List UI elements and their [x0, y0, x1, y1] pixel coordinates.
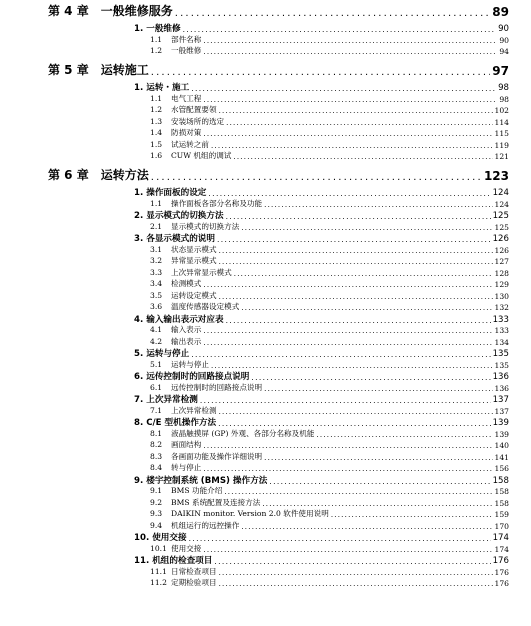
toc-page-number: 124	[494, 199, 509, 209]
toc-page-number: 89	[492, 5, 509, 19]
toc-section-entry[interactable]	[134, 209, 509, 221]
toc-page-number: 97	[492, 64, 509, 78]
toc-sub-entry[interactable]	[150, 34, 509, 45]
toc-entry-number: 1.6	[150, 151, 163, 160]
toc-entry-number: 1.5	[150, 139, 163, 149]
toc-entry-label: CUW 机组的调试	[171, 151, 232, 160]
toc-entry-title: 1. 一般维修	[134, 24, 181, 34]
dot-leader	[219, 107, 493, 115]
toc-entry-number: 8.1	[150, 428, 163, 438]
toc-sub-entry[interactable]	[150, 520, 509, 531]
toc-entry-title	[150, 116, 224, 127]
toc-page-number: 137	[492, 395, 509, 405]
dot-leader	[264, 201, 492, 209]
toc-page-number: 98	[499, 94, 509, 104]
toc-entry-label: BMS 系统配置及连接方法	[171, 497, 261, 507]
toc-entry-title	[150, 451, 262, 462]
toc-page-number: 135	[492, 349, 509, 359]
toc-sub-entry[interactable]	[150, 104, 509, 115]
toc-entry-title	[150, 244, 217, 255]
toc-entry-label: 电气工程	[171, 93, 202, 103]
toc-entry-number: 5.1	[150, 359, 163, 369]
toc-entry-title	[150, 150, 231, 161]
toc-page-number: 136	[494, 383, 509, 393]
toc-entry-title	[150, 290, 217, 301]
dot-leader	[203, 442, 492, 450]
toc-section-entry[interactable]	[134, 186, 509, 198]
toc-sub-entry[interactable]	[150, 255, 509, 266]
toc-page-number: 114	[494, 117, 509, 127]
toc-entry-title	[150, 462, 201, 473]
dot-leader	[203, 96, 497, 104]
toc-sub-entry[interactable]	[150, 359, 509, 370]
toc-entry-title: 1. 操作面板的设定	[134, 188, 207, 198]
toc-sub-entry[interactable]	[150, 150, 509, 161]
toc-page-number: 94	[499, 47, 509, 56]
dot-leader	[151, 172, 482, 183]
dot-leader	[233, 153, 492, 161]
toc-entry-title	[150, 104, 217, 115]
toc-entry-label: 检测模式	[171, 279, 202, 288]
toc-entry-label: 上次异常显示模式	[171, 267, 232, 277]
toc-page-number: 125	[492, 211, 509, 221]
toc-sub-entry[interactable]	[150, 382, 509, 393]
toc-entry-label: 显示模式的切换方法	[171, 221, 240, 231]
toc-entry-title	[150, 267, 232, 278]
toc-entry-title	[150, 45, 201, 56]
dot-leader	[203, 465, 492, 473]
toc-entry-number: 9.2	[150, 497, 163, 507]
toc-page-number: 141	[494, 452, 509, 462]
toc-entry-title: 第 5 章 运转施工	[48, 63, 149, 77]
dot-leader	[226, 119, 492, 127]
dot-leader	[151, 67, 491, 78]
toc-entry-label: 防损对策	[171, 128, 202, 137]
toc-entry-title	[150, 405, 217, 416]
dot-leader	[203, 339, 492, 347]
dot-leader	[219, 408, 493, 416]
toc-section-entry[interactable]	[134, 531, 509, 543]
dot-leader	[264, 385, 492, 393]
dot-leader	[203, 130, 492, 138]
toc-page-number: 127	[494, 257, 509, 266]
toc-section-entry[interactable]	[134, 313, 509, 325]
toc-sub-entry[interactable]	[150, 497, 509, 508]
dot-leader	[331, 511, 493, 519]
toc-section-entry[interactable]	[134, 474, 509, 486]
toc-entry-number: 8.2	[150, 440, 163, 449]
toc-sub-entry[interactable]	[150, 577, 509, 588]
toc-entry-number: 3.6	[150, 302, 163, 311]
toc-entry-number: 3.2	[150, 256, 163, 265]
toc-page-number: 135	[494, 360, 509, 370]
toc-sub-entry[interactable]	[150, 462, 509, 473]
toc-entry-title	[150, 428, 314, 439]
toc-sub-entry[interactable]	[150, 244, 509, 255]
toc-entry-number: 9.3	[150, 509, 163, 518]
toc-entry-title: 7. 上次异常检测	[134, 395, 198, 405]
toc-sub-entry[interactable]	[150, 301, 509, 312]
toc-entry-number: 4.2	[150, 336, 163, 346]
toc-entry-number: 3.5	[150, 290, 163, 300]
toc-chapter-entry[interactable]	[48, 5, 509, 19]
toc-entry-number: 9.1	[150, 486, 163, 495]
toc-sub-entry[interactable]	[150, 290, 509, 301]
toc-entry-number: 4.1	[150, 325, 163, 334]
toc-page-number: 158	[494, 498, 509, 508]
toc-page-number: 174	[492, 533, 509, 543]
toc-entry-number: 1.2	[150, 46, 163, 55]
dot-leader	[241, 224, 492, 232]
toc-entry-label: 液晶触摸屏 (GP) 外观、各部分名称及机能	[171, 428, 315, 438]
toc-page-number: 134	[494, 337, 509, 347]
toc-entry-title	[150, 497, 260, 508]
dot-leader	[219, 293, 493, 301]
dot-leader	[175, 8, 491, 19]
toc-entry-title	[150, 439, 201, 450]
toc-entry-title: 11. 机组的检查项目	[134, 556, 213, 566]
toc-page-number: 174	[494, 544, 509, 554]
toc-page-number: 128	[494, 268, 509, 278]
toc-entry-label: 转与停止	[171, 463, 202, 472]
toc-sub-entry[interactable]	[150, 566, 509, 577]
toc-entry-title	[150, 198, 262, 209]
toc-sub-entry[interactable]	[150, 45, 509, 56]
toc-entry-label: 操作面板各部分名称及功能	[171, 198, 263, 208]
toc-section-entry[interactable]	[134, 232, 509, 244]
toc-page-number: 139	[494, 429, 509, 439]
toc-entry-label: 使用交接	[171, 543, 202, 553]
toc-entry-title	[150, 336, 201, 347]
dot-leader	[264, 454, 492, 462]
toc-page-number: 133	[492, 314, 509, 325]
toc-entry-number: 9.4	[150, 520, 163, 530]
toc-entry-number: 7.1	[150, 405, 163, 415]
toc-entry-title	[150, 324, 201, 335]
toc-page-number: 176	[494, 579, 509, 588]
toc-entry-title: 6. 远传控制时的回路接点说明	[134, 372, 250, 382]
toc-entry-title: 第 4 章 一般维修服务	[48, 4, 173, 18]
toc-entry-title	[150, 508, 329, 519]
toc-entry-label: 安装场所的选定	[171, 116, 225, 126]
toc-entry-title	[150, 520, 239, 531]
toc-entry-number: 11.1	[150, 566, 167, 576]
toc-sub-entry[interactable]	[150, 324, 509, 335]
dot-leader	[203, 48, 497, 56]
toc-page-number: 90	[499, 35, 509, 45]
toc-page-number: 125	[494, 222, 509, 232]
toc-page-number: 123	[483, 169, 509, 183]
toc-entry-title	[150, 382, 262, 393]
toc-entry-number: 1.1	[150, 34, 163, 44]
toc-entry-title	[150, 543, 201, 554]
toc-entry-label: 运转与停止	[171, 359, 209, 369]
toc-entry-number: 1.2	[150, 105, 163, 114]
toc-entry-label: BMS 功能介绍	[171, 486, 223, 495]
toc-page-number: 90	[498, 24, 509, 34]
toc-section-entry[interactable]	[134, 370, 509, 382]
toc-entry-title	[150, 255, 217, 266]
toc-entry-title: 5. 运转与停止	[134, 349, 190, 359]
toc-sub-entry[interactable]	[150, 336, 509, 347]
toc-entry-number: 1.4	[150, 128, 163, 137]
toc-entry-label: 机组运行的远控操作	[171, 520, 240, 530]
dot-leader	[203, 37, 497, 45]
toc-entry-title: 4. 输入输出表示对应表	[134, 314, 224, 325]
toc-sub-entry[interactable]	[150, 127, 509, 138]
toc-section-entry[interactable]	[134, 22, 509, 34]
toc-sub-entry[interactable]	[150, 221, 509, 232]
toc-entry-title	[150, 485, 222, 496]
dot-leader	[211, 362, 493, 370]
toc-entry-label: 运转设定模式	[171, 290, 217, 300]
dot-leader	[203, 281, 492, 289]
toc-page-number: 130	[494, 291, 509, 301]
toc-page-number: 115	[494, 129, 509, 138]
toc-page-number: 98	[498, 83, 509, 93]
toc-entry-number: 1.3	[150, 116, 163, 126]
toc-entry-number: 3.3	[150, 267, 163, 277]
toc-entry-title	[150, 359, 209, 370]
toc-entry-label: 输入表示	[171, 325, 202, 334]
toc-entry-label: 定期检验项目	[171, 578, 217, 587]
dot-leader	[219, 580, 493, 588]
dot-leader	[241, 523, 492, 531]
toc-entry-title: 3. 各显示模式的说明	[134, 234, 215, 244]
toc-sub-entry[interactable]	[150, 405, 509, 416]
toc-entry-label: 状态显示模式	[171, 244, 217, 254]
toc-entry-title	[150, 34, 201, 45]
toc-page-number: 132	[494, 303, 509, 312]
toc-entry-label: 上次异常检测	[171, 405, 217, 415]
toc-sub-entry[interactable]	[150, 439, 509, 450]
toc-entry-label: 水管配置要领	[171, 105, 217, 114]
toc-section-entry[interactable]	[134, 347, 509, 359]
toc-entry-title: 2. 显示模式的切换方法	[134, 211, 224, 221]
toc-entry-number: 10.1	[150, 543, 167, 553]
toc-page-number: 136	[492, 372, 509, 382]
toc-entry-number: 11.2	[150, 578, 167, 587]
toc-section-entry[interactable]	[134, 393, 509, 405]
toc-entry-label: 输出表示	[171, 336, 202, 346]
toc-sub-entry[interactable]	[150, 139, 509, 150]
toc-entry-title: 第 6 章 运转方法	[48, 168, 149, 182]
toc-sub-entry[interactable]	[150, 451, 509, 462]
dot-leader	[316, 431, 492, 439]
toc-page-number: 119	[494, 140, 509, 150]
toc-page-number: 176	[492, 556, 509, 566]
dot-leader	[219, 258, 493, 266]
dot-leader	[234, 270, 493, 278]
toc-entry-label: 远传控制时的回路接点说明	[171, 382, 263, 392]
toc-entry-title	[150, 301, 239, 312]
toc-entry-title	[150, 577, 217, 588]
toc-entry-label: DAIKIN monitor. Version 2.0 软件使用说明	[171, 509, 329, 518]
toc-entry-title: 10. 使用交接	[134, 533, 187, 543]
dot-leader	[203, 327, 492, 335]
toc-page-number: 102	[494, 106, 509, 115]
toc-page-number: 176	[494, 567, 509, 577]
toc-entry-title: 9. 楼宇控制系统 (BMS) 操作方法	[134, 475, 268, 486]
toc-entry-number: 8.3	[150, 451, 163, 461]
toc-entry-title: 8. C/E 型机操作方法	[134, 418, 217, 428]
toc-entry-label: 部件名称	[171, 34, 202, 44]
toc-sub-entry[interactable]	[150, 278, 509, 289]
toc-section-entry[interactable]	[134, 554, 509, 566]
dot-leader	[219, 247, 493, 255]
dot-leader	[203, 546, 492, 554]
toc-entry-number: 3.1	[150, 244, 163, 254]
toc-entry-label: 试运转之前	[171, 139, 209, 149]
toc-sub-entry[interactable]	[150, 508, 509, 519]
toc-entry-label: 日常检查项目	[171, 566, 217, 576]
toc-section-entry[interactable]	[134, 416, 509, 428]
toc-sub-entry[interactable]	[150, 428, 509, 439]
dot-leader	[219, 569, 493, 577]
toc-sub-entry[interactable]	[150, 485, 509, 496]
toc-page-number: 156	[494, 464, 509, 473]
toc-sub-entry[interactable]	[150, 116, 509, 127]
toc-entry-number: 1.1	[150, 93, 163, 103]
toc-entry-title: 1. 运转・施工	[134, 83, 190, 93]
toc-entry-number: 6.1	[150, 382, 163, 392]
toc-page-number: 124	[492, 188, 509, 198]
toc-page-number: 140	[494, 441, 509, 450]
toc-section-entry[interactable]	[134, 81, 509, 93]
toc-page-number: 121	[494, 152, 509, 161]
toc-page-number: 139	[492, 418, 509, 428]
toc-entry-title	[150, 139, 209, 150]
toc-page-number: 129	[494, 280, 509, 289]
dot-leader	[262, 500, 492, 508]
toc-page-number: 158	[494, 487, 509, 496]
toc-chapter-entry[interactable]	[48, 169, 509, 183]
toc-page-number: 126	[494, 245, 509, 255]
toc-entry-title	[150, 93, 201, 104]
toc-entry-title	[150, 566, 217, 577]
toc-entry-title	[150, 221, 239, 232]
toc-page-number: 159	[494, 510, 509, 519]
toc-page-number: 158	[492, 475, 509, 486]
dot-leader	[241, 304, 492, 312]
toc-page-number: 170	[494, 521, 509, 531]
toc-entry-number: 8.4	[150, 463, 163, 472]
toc-sub-entry[interactable]	[150, 267, 509, 278]
toc-entry-label: 各画面功能及操作详细说明	[171, 451, 263, 461]
dot-leader	[224, 488, 492, 496]
toc-sub-entry[interactable]	[150, 93, 509, 104]
toc-entry-title	[150, 127, 201, 138]
toc-entry-label: 一般维修	[171, 46, 202, 55]
toc-sub-entry[interactable]	[150, 198, 509, 209]
toc-page-number: 133	[494, 326, 509, 335]
toc-page-number: 126	[492, 234, 509, 244]
toc-entry-title	[150, 278, 201, 289]
dot-leader	[211, 142, 493, 150]
toc-sub-entry[interactable]	[150, 543, 509, 554]
toc-page-number: 137	[494, 406, 509, 416]
toc-entry-label: 异常显示模式	[171, 256, 217, 265]
toc-entry-label: 温度传感器设定模式	[171, 302, 240, 311]
toc-entry-number: 3.4	[150, 279, 163, 288]
toc-entry-number: 2.1	[150, 221, 163, 231]
toc-entry-label: 画面结构	[171, 440, 202, 449]
toc-chapter-entry[interactable]	[48, 64, 509, 78]
toc-entry-number: 1.1	[150, 198, 163, 208]
